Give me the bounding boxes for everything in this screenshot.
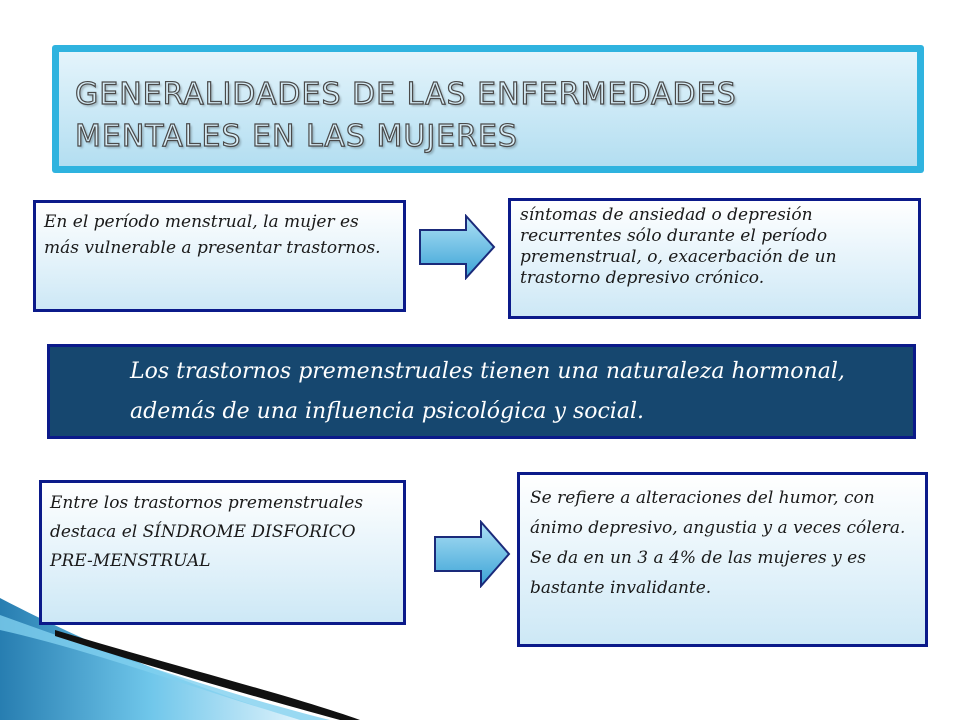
text-box-symptoms-text: síntomas de ansiedad o depresión recurrentes sólo durante el período premenstrual, o, exacerbación de un trastorno depresivo crónico. [520, 205, 837, 288]
text-box-symptoms [508, 198, 921, 319]
text-box-dysphoric-syndrome [39, 480, 406, 625]
text-box-menstrual-period [33, 200, 406, 312]
title-box [52, 45, 924, 173]
text-box-dysphoric-syndrome-text: Entre los trastornos premenstruales destaca el SÍNDROME DISFORICO PRE-MENSTRUAL [50, 493, 364, 571]
right-arrow-icon [418, 214, 496, 280]
text-box-mood-alterations [517, 472, 928, 647]
banner-text: Los trastornos premenstruales tienen una naturaleza hormonal, además de una influencia psicológica y social. [130, 359, 845, 424]
slide-title: GENERALIDADES DE LAS ENFERMEDADES MENTALES EN LAS MUJERES [75, 77, 737, 154]
text-box-mood-alterations-text: Se refiere a alteraciones del humor, con ánimo depresivo, angustia y a veces cólera. Se da en un 3 a 4% de las mujeres y es bastante invalidante. [530, 488, 906, 598]
title-inner [59, 52, 917, 166]
banner-premenstrual-nature [47, 344, 916, 439]
text-box-menstrual-period-text: En el período menstrual, la mujer es más vulnerable a presentar trastornos. [44, 212, 381, 258]
right-arrow-icon [433, 520, 511, 588]
